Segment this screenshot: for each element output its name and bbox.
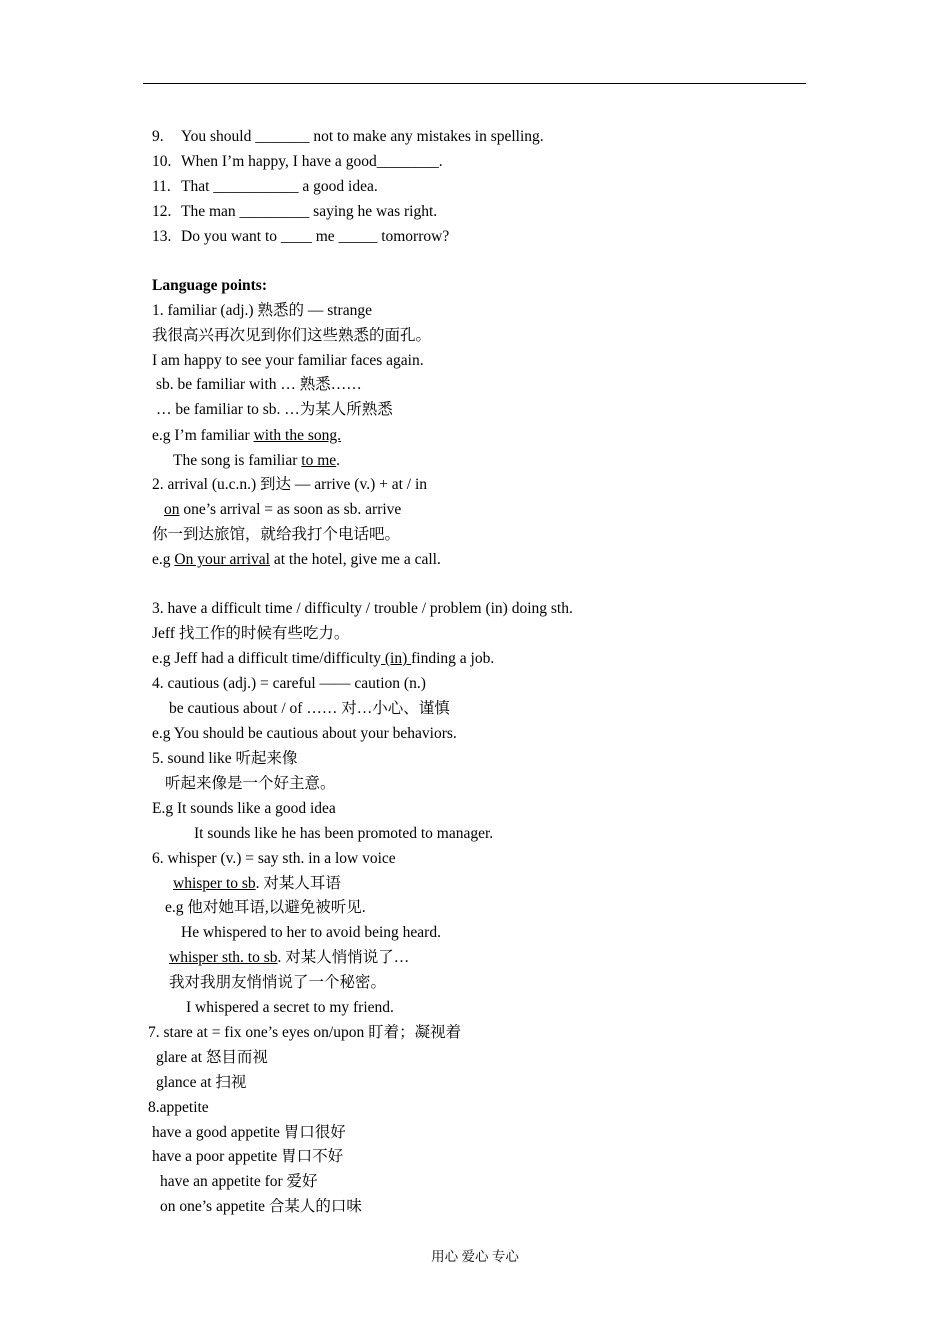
point-3-cn: Jeff 找工作的时候有些吃力。	[152, 625, 350, 642]
point-1-example: e.g I’m familiar with the song.	[152, 427, 341, 444]
point-5-example-1: E.g It sounds like a good idea	[152, 800, 336, 817]
point-2-phrase: on one’s arrival = as soon as sb. arrive	[164, 501, 402, 518]
point-3-example: e.g Jeff had a difficult time/difficulty (in) finding a job.	[152, 650, 495, 667]
point-1-example-2: The song is familiar to me.	[173, 452, 341, 469]
point-5-title: 5. sound like 听起来像	[152, 750, 298, 767]
point-1-with: sb. be familiar with … 熟悉……	[156, 376, 362, 393]
exercise-13: 13. Do you want to ____ me _____ tomorrow?	[152, 228, 450, 245]
point-8-title: 8.appetite	[148, 1099, 209, 1116]
point-6-example-cn: e.g 他对她耳语,以避免被听见.	[165, 899, 366, 916]
exercise-10: 10. When I’m happy, I have a good________.	[152, 153, 443, 170]
point-3-title: 3. have a difficult time / difficulty / trouble / problem (in) doing sth.	[152, 600, 573, 617]
point-7-glare: glare at 怒目而视	[156, 1049, 268, 1066]
point-1-cn: 我很高兴再次见到你们这些熟悉的面孔。	[152, 327, 432, 344]
header-rule	[143, 83, 806, 84]
point-8-good: have a good appetite 胃口很好	[152, 1124, 346, 1141]
point-6-phrase-1: whisper to sb. 对某人耳语	[173, 875, 341, 892]
point-1-en: I am happy to see your familiar faces again.	[152, 352, 424, 369]
point-2-example: e.g On your arrival at the hotel, give me a call.	[152, 551, 441, 568]
exercise-11: 11. That ___________ a good idea.	[152, 178, 378, 195]
point-1-title: 1. familiar (adj.) 熟悉的 — strange	[152, 302, 372, 319]
point-6-title: 6. whisper (v.) = say sth. in a low voice	[152, 850, 396, 867]
point-8-for: have an appetite for 爱好	[160, 1173, 318, 1190]
point-4-example: e.g You should be cautious about your behaviors.	[152, 725, 457, 742]
point-2-cn: 你一到达旅馆，就给我打个电话吧。	[152, 526, 401, 543]
point-6-cn-2: 我对我朋友悄悄说了一个秘密。	[169, 974, 387, 991]
point-1-to: … be familiar to sb. …为某人所熟悉	[156, 401, 393, 418]
point-2-title: 2. arrival (u.c.n.) 到达 — arrive (v.) + at / in	[152, 476, 428, 493]
point-4-phrase: be cautious about / of …… 对…小心、谨慎	[169, 700, 450, 717]
point-5-cn: 听起来像是一个好主意。	[165, 775, 336, 792]
point-8-poor: have a poor appetite 胃口不好	[152, 1148, 344, 1165]
point-5-example-2: It sounds like he has been promoted to manager.	[194, 825, 494, 842]
point-7-glance: glance at 扫视	[156, 1074, 247, 1091]
point-6-en-2: I whispered a secret to my friend.	[186, 999, 394, 1016]
section-heading: Language points:	[152, 277, 267, 294]
exercise-12: 12. The man _________ saying he was right.	[152, 203, 438, 220]
point-4-title: 4. cautious (adj.) = careful —— caution (n.)	[152, 675, 426, 692]
point-6-phrase-2: whisper sth. to sb. 对某人悄悄说了…	[169, 949, 410, 966]
point-8-on: on one’s appetite 合某人的口味	[160, 1198, 362, 1215]
point-6-example-en: He whispered to her to avoid being heard.	[181, 924, 441, 941]
point-7-title: 7. stare at = fix one’s eyes on/upon 盯着；凝视着	[148, 1024, 462, 1041]
page-footer: 用心 爱心 专心	[431, 1249, 519, 1264]
exercise-9: 9. You should _______ not to make any mistakes in spelling.	[152, 128, 544, 145]
